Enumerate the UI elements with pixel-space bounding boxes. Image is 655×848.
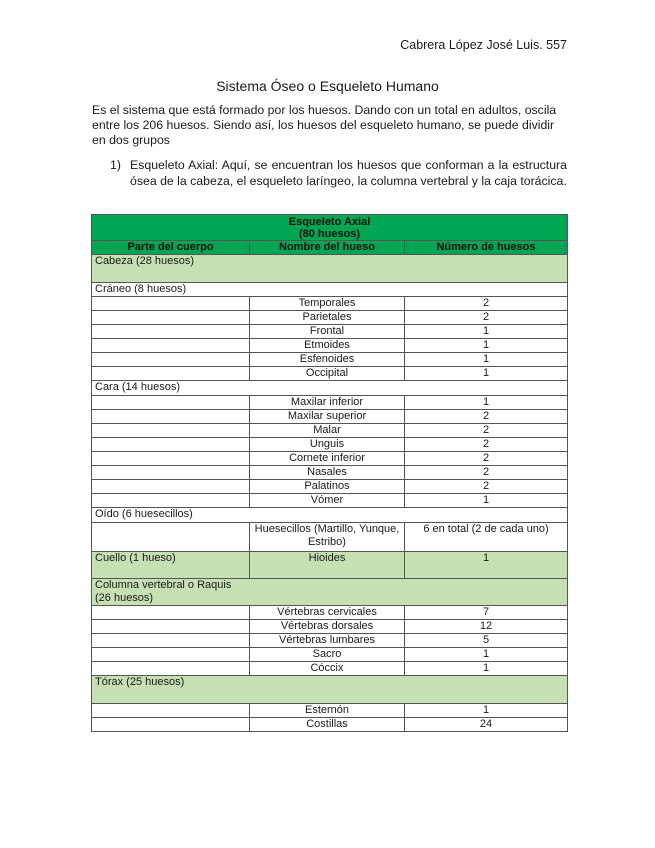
bone-name-cell: Cóccix: [250, 662, 405, 676]
bone-name-cell: Hioides: [250, 552, 405, 579]
bone-name-cell: Palatinos: [250, 480, 405, 494]
bone-name-cell: Maxilar inferior: [250, 396, 405, 410]
table-row: [92, 438, 568, 452]
columna-rows: [92, 606, 568, 676]
bone-name-cell: Occipital: [250, 367, 405, 381]
section-row: [92, 255, 568, 283]
table-row: [92, 339, 568, 353]
bone-name-cell: Nasales: [250, 466, 405, 480]
bone-count-cell: 1: [405, 339, 568, 353]
bone-count-cell: 2: [405, 311, 568, 325]
bone-count-cell: 1: [405, 704, 568, 718]
bone-count-cell: 2: [405, 452, 568, 466]
bone-count-cell: 1: [405, 552, 568, 579]
empty-cell: [92, 424, 250, 438]
table-row: [92, 410, 568, 424]
table-row: [92, 297, 568, 311]
section-cabeza: Cabeza (28 huesos): [92, 255, 568, 283]
section-row: [92, 552, 568, 579]
empty-cell: [92, 704, 250, 718]
section-row: [92, 579, 568, 606]
bone-count-cell: 5: [405, 634, 568, 648]
intro-paragraph: Es el sistema que está formado por los huesos. Dando con un total en adultos, oscila entre los 206 huesos. Siendo así, los huesos del esqueleto humano, se puede dividir en dos grupos: [92, 103, 557, 147]
subsection-craneo: Cráneo (8 huesos): [92, 283, 568, 297]
section-columna-label: Columna vertebral o Raquis (26 huesos): [95, 579, 232, 604]
table-row: [92, 704, 568, 718]
empty-cell: [92, 466, 250, 480]
bone-count-cell: 12: [405, 620, 568, 634]
table-subtitle: (80 huesos): [298, 228, 361, 240]
empty-cell: [92, 606, 250, 620]
table-row: [92, 523, 568, 552]
list-text: Esqueleto Axial: Aquí, se encuentran los huesos que conforman a la estructura ósea de la cabeza, el esqueleto laríngeo, la columna vertebral y la caja torácica.: [130, 158, 567, 188]
section-columna: [92, 579, 568, 606]
bone-count-cell: 7: [405, 606, 568, 620]
table-row: [92, 325, 568, 339]
subsection-cara: Cara (14 huesos): [92, 381, 568, 396]
bone-count-cell: 1: [405, 648, 568, 662]
subsection-row: [92, 381, 568, 396]
empty-cell: [92, 480, 250, 494]
bone-name-cell: Maxilar superior: [250, 410, 405, 424]
table-row: [92, 480, 568, 494]
author-line: Cabrera López José Luis. 557: [400, 38, 567, 52]
bone-count-cell: 1: [405, 367, 568, 381]
section-cuello: Cuello (1 hueso): [92, 552, 250, 579]
empty-cell: [92, 339, 250, 353]
table-title-text: Esqueleto Axial: [288, 216, 371, 228]
column-header: Número de huesos: [405, 241, 568, 255]
bone-count-cell: 1: [405, 353, 568, 367]
skeleton-table: [91, 214, 568, 732]
empty-cell: [92, 410, 250, 424]
bone-name-cell: Parietales: [250, 311, 405, 325]
table-row: [92, 396, 568, 410]
empty-cell: [92, 367, 250, 381]
subsection-row: [92, 283, 568, 297]
empty-cell: [92, 311, 250, 325]
empty-cell: [92, 396, 250, 410]
empty-cell: [92, 648, 250, 662]
subsection-oido: Oído (6 huesecillos): [92, 508, 568, 523]
table-row: [92, 648, 568, 662]
subsection-row: [92, 508, 568, 523]
bone-name-cell: Costillas: [250, 718, 405, 732]
bone-count-cell: 2: [405, 438, 568, 452]
empty-cell: [92, 353, 250, 367]
empty-cell: [92, 494, 250, 508]
bone-count-cell: 24: [405, 718, 568, 732]
bone-count-cell: 1: [405, 662, 568, 676]
table-row: [92, 634, 568, 648]
column-header: Parte del cuerpo: [92, 241, 250, 255]
table-row: [92, 718, 568, 732]
table-row: [92, 367, 568, 381]
table-row: [92, 494, 568, 508]
table-row: [92, 662, 568, 676]
bone-name-cell: Unguis: [250, 438, 405, 452]
empty-cell: [92, 523, 250, 552]
table-row: [92, 311, 568, 325]
list-item-axial: [110, 158, 567, 189]
table-row: [92, 606, 568, 620]
table-title-row: [92, 215, 568, 241]
section-torax: Tórax (25 huesos): [92, 676, 568, 704]
bone-name-cell: Malar: [250, 424, 405, 438]
list-number: 1): [110, 158, 121, 172]
empty-cell: [92, 620, 250, 634]
bone-name-cell: Huesecillos (Martillo, Yunque, Estribo): [250, 523, 405, 552]
bone-name-cell: Temporales: [250, 297, 405, 311]
document-title: Sistema Óseo o Esqueleto Humano: [216, 78, 439, 94]
section-row: [92, 676, 568, 704]
empty-cell: [92, 452, 250, 466]
empty-cell: [92, 438, 250, 452]
column-header: Nombre del hueso: [250, 241, 405, 255]
bone-count-cell: 2: [405, 480, 568, 494]
table-row: [92, 466, 568, 480]
cara-rows: [92, 396, 568, 508]
bone-name-cell: Cornete inferior: [250, 452, 405, 466]
table-row: [92, 452, 568, 466]
bone-count-cell: 2: [405, 297, 568, 311]
bone-count-cell: 2: [405, 410, 568, 424]
table-row: [92, 353, 568, 367]
bone-name-cell: Esfenoides: [250, 353, 405, 367]
empty-cell: [92, 718, 250, 732]
bone-count-cell: 2: [405, 466, 568, 480]
empty-cell: [92, 662, 250, 676]
column-header-row: [92, 241, 568, 255]
bone-name-cell: Frontal: [250, 325, 405, 339]
bone-count-cell: 1: [405, 325, 568, 339]
empty-cell: [92, 297, 250, 311]
empty-cell: [92, 634, 250, 648]
bone-count-cell: 1: [405, 396, 568, 410]
torax-rows: [92, 704, 568, 732]
bone-count-cell: 6 en total (2 de cada uno): [405, 523, 568, 552]
bone-name-cell: Esternón: [250, 704, 405, 718]
table-title: [92, 215, 568, 241]
bone-name-cell: Vértebras cervicales: [250, 606, 405, 620]
bone-name-cell: Vómer: [250, 494, 405, 508]
bone-name-cell: Etmoides: [250, 339, 405, 353]
bone-name-cell: Sacro: [250, 648, 405, 662]
craneo-rows: [92, 297, 568, 381]
table-row: [92, 424, 568, 438]
bone-count-cell: 2: [405, 424, 568, 438]
bone-count-cell: 1: [405, 494, 568, 508]
bone-name-cell: Vértebras lumbares: [250, 634, 405, 648]
table-row: [92, 620, 568, 634]
bone-name-cell: Vértebras dorsales: [250, 620, 405, 634]
empty-cell: [92, 325, 250, 339]
